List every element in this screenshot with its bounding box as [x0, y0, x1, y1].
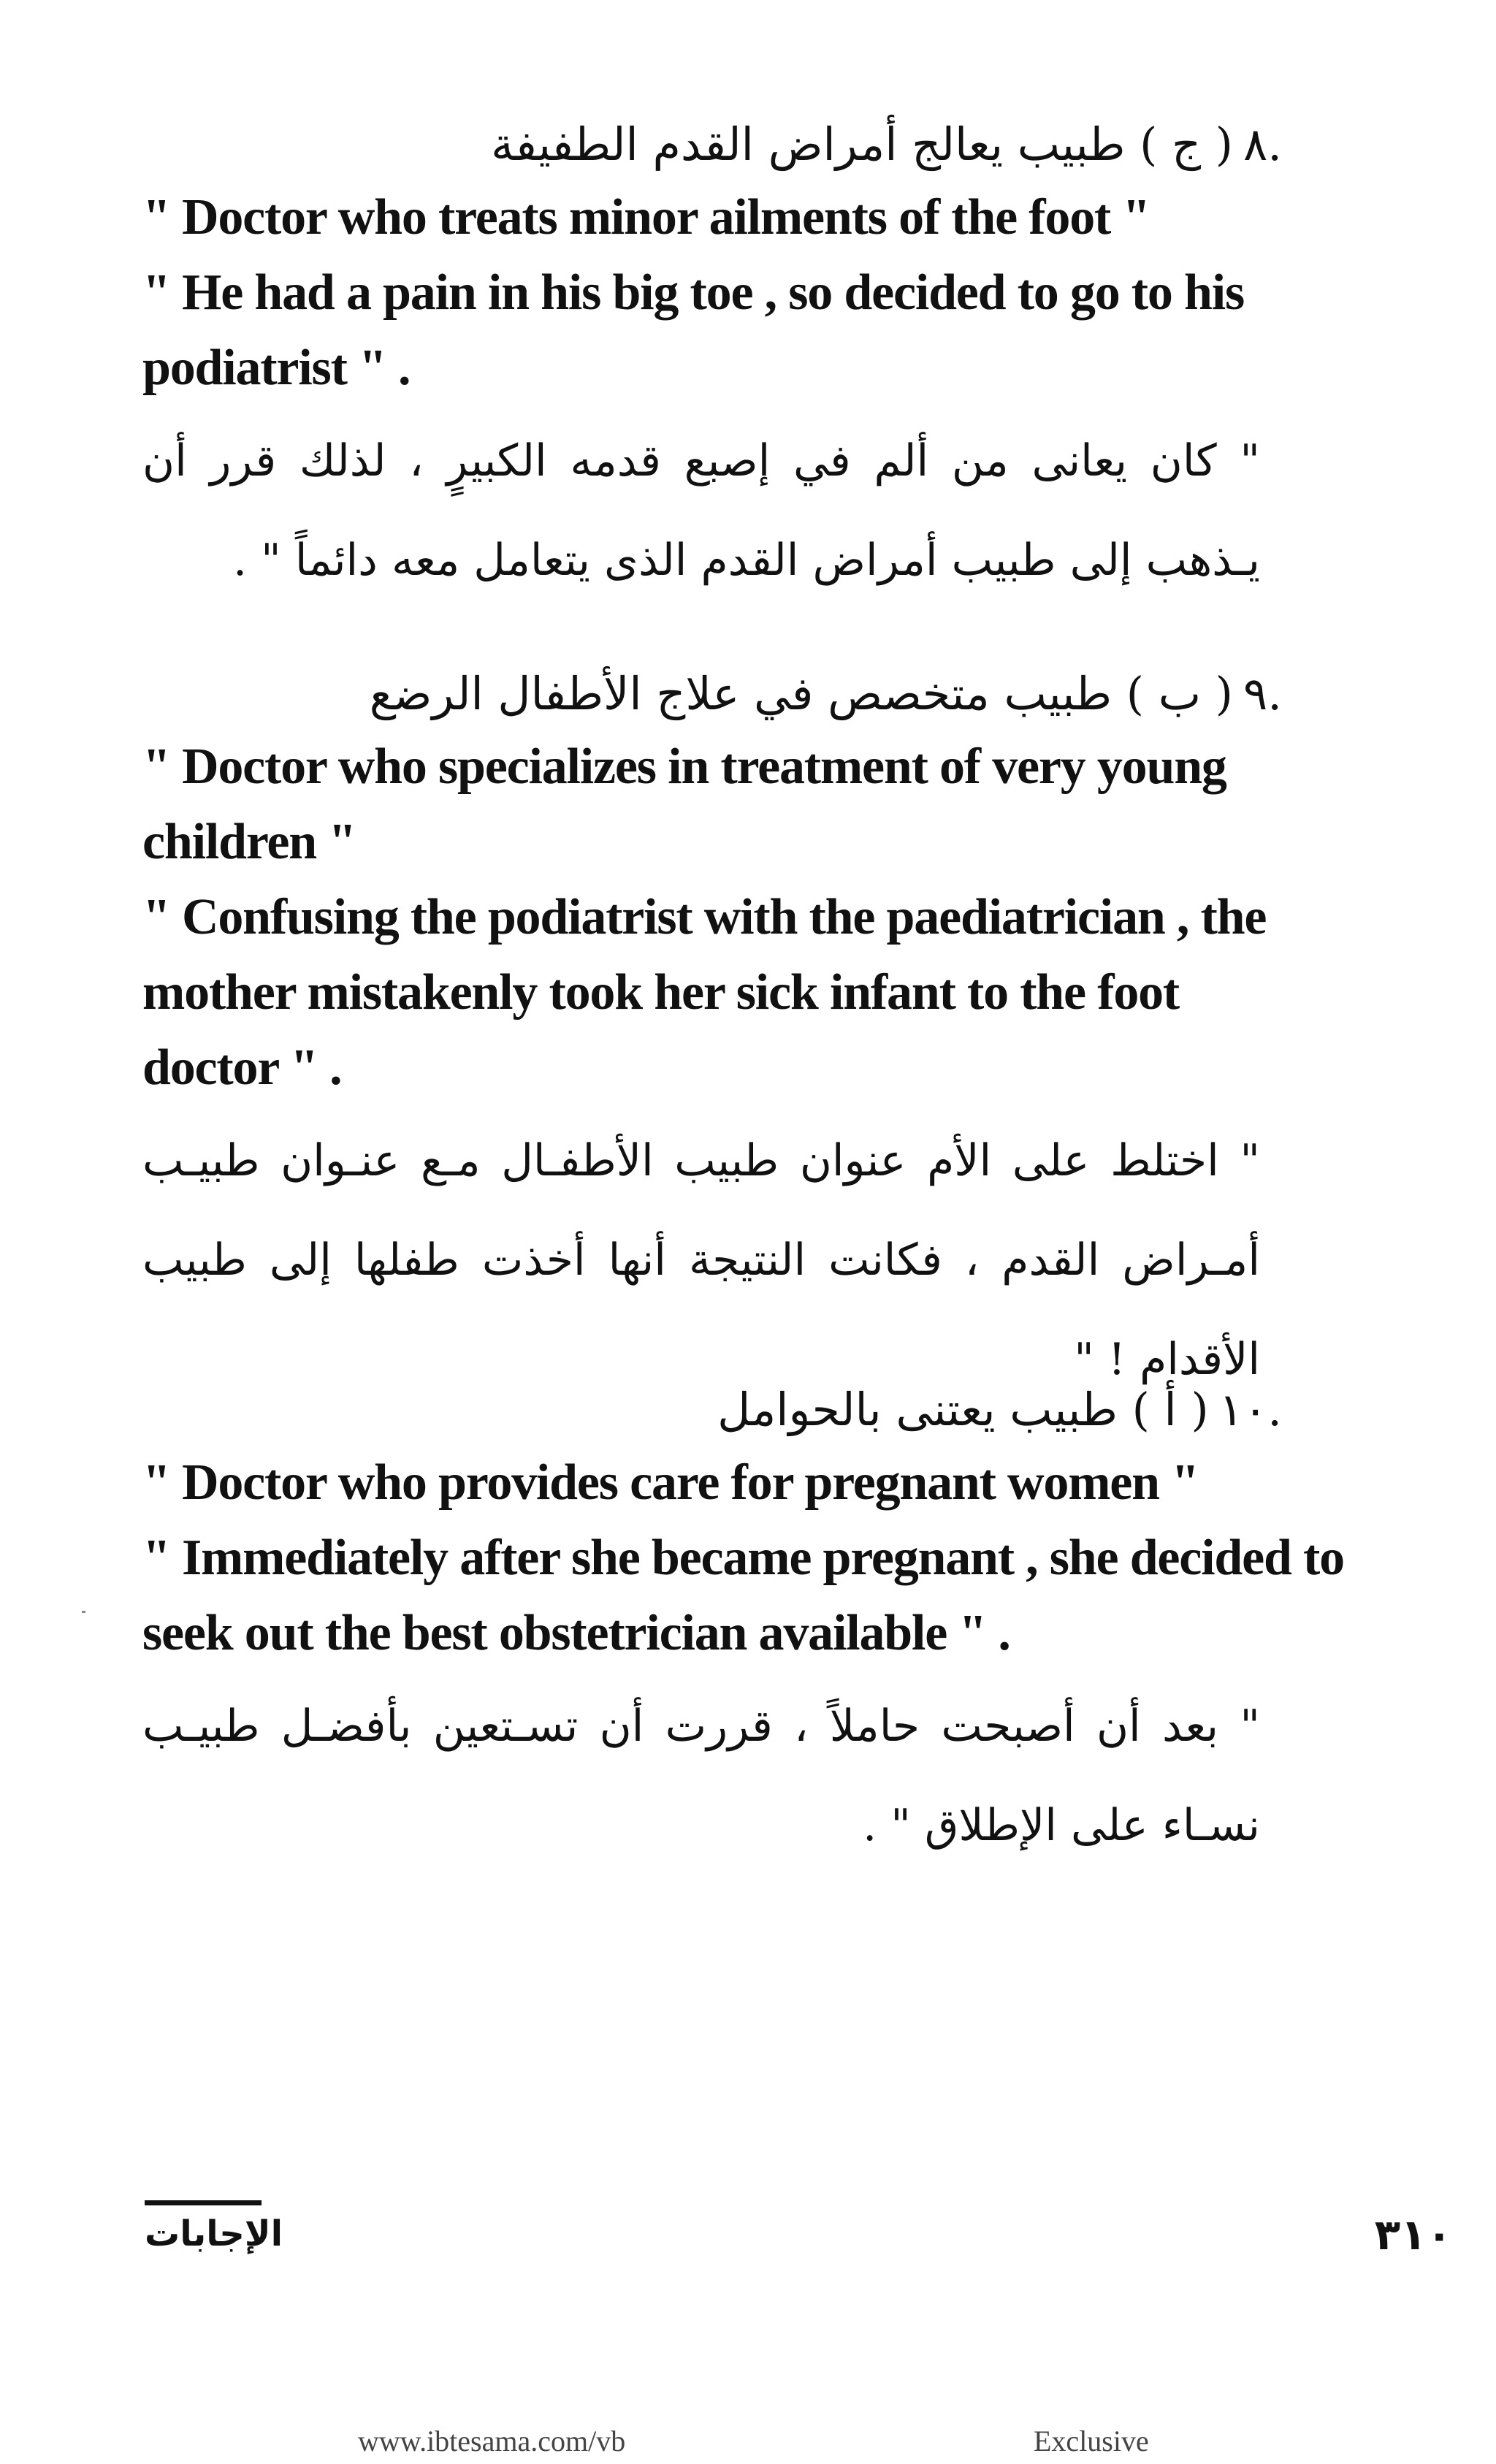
entry-heading [142, 1375, 1282, 1445]
example-line: mother mistakenly took her sick infant to the foot [142, 964, 1180, 1021]
example-line: seek out the best obstetrician available " . [142, 1605, 1010, 1661]
definition-line: children " [142, 814, 356, 870]
answer-entry-10 [142, 1375, 1344, 1875]
page-number: ٣١٠ [1374, 2210, 1452, 2259]
watermark-label: Exclusive [1034, 2425, 1149, 2457]
scan-speck [82, 1611, 85, 1613]
example-line: " He had a pain in his big toe , so decided to go to his [142, 264, 1245, 321]
footer-rule [145, 2200, 262, 2205]
entry-number: .٨ [1243, 118, 1282, 171]
definition-line: " Doctor who treats minor ailments of the foot " [142, 189, 1150, 245]
entry-heading-text: ( ب ) طبيب متخصص في علاج الأطفال الرضع [369, 667, 1233, 720]
entry-heading-text: ( ج ) طبيب يعالج أمراض القدم الطفيفة [491, 118, 1233, 171]
definition-line: " Doctor who specializes in treatment of very young [142, 739, 1226, 795]
entry-heading [142, 110, 1282, 180]
entry-heading-text: ( أ ) طبيب يعتنى بالحوامل [717, 1383, 1209, 1436]
watermark-url: www.ibtesama.com/vb [358, 2425, 626, 2457]
answer-entry-8 [142, 110, 1282, 610]
entry-number: .٩ [1243, 667, 1282, 720]
example-line: podiatrist " . [142, 340, 411, 396]
arabic-translation: " كان يعانى من ألم في إصبع قدمه الكبيرٍ ، لذلك قرر أن يـذهب إلى طبيب أمراض القدم الذى يتعامل معه دائماً " . [142, 435, 1260, 586]
arabic-translation: " بعد أن أصبحت حاملاً ، قررت أن تسـتعين بأفضـل طبيـب نسـاء على الإطلاق " . [142, 1701, 1260, 1851]
arabic-translation: " اختلط على الأم عنوان طبيب الأطفـال مـع عنـوان طبيـب أمـراض القدم ، فكانت النتيجة أنها أخذت طفلها إلى طبيب الأقدام ! " [142, 1135, 1260, 1385]
entry-number: .١٠ [1218, 1383, 1282, 1436]
example-line: " Immediately after she became pregnant , she decided to [142, 1530, 1344, 1586]
example-line: " Confusing the podiatrist with the paediatrician , the [142, 889, 1267, 945]
answer-entry-9 [142, 659, 1282, 1409]
section-label: الإجابات [145, 2213, 283, 2254]
example-line: doctor " . [142, 1040, 342, 1096]
definition-line: " Doctor who provides care for pregnant women " [142, 1454, 1199, 1511]
entry-heading [142, 659, 1282, 729]
